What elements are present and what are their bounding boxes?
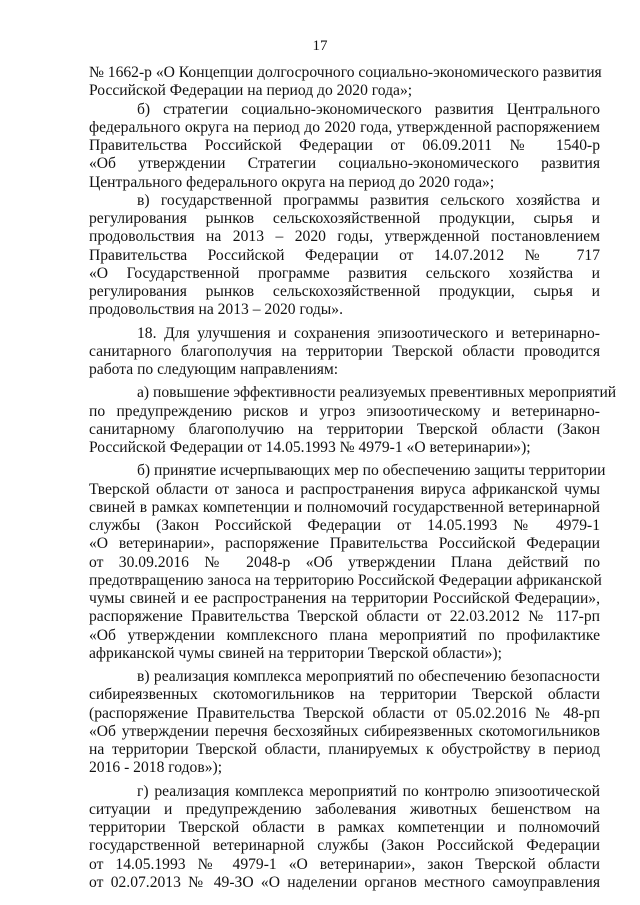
text-line: «Об утверждении комплексного плана мероприятий по профилактике bbox=[89, 626, 600, 644]
paragraph-p6 bbox=[89, 668, 600, 778]
text-line: Российской Федерации от 14.05.1993 № 4979-1 «О ветеринарии»); bbox=[89, 439, 531, 456]
text-line: б) принятие исчерпывающих мер по обеспечению защиты территории bbox=[137, 462, 606, 480]
text-line: на территории Тверской области, планируемых к обустройству в период bbox=[89, 741, 600, 758]
text-line: 2016 - 2018 годов»); bbox=[89, 759, 223, 777]
text-line: (распоряжение Правительства Тверской области от 05.02.2016 № 48-рп bbox=[89, 704, 600, 722]
text-line: работа по следующим направлениям: bbox=[89, 361, 339, 378]
paragraph-p5 bbox=[89, 462, 606, 663]
text-line: африканской чумы свиней на территории Тверской области»); bbox=[89, 644, 502, 662]
text-line: службы (Закон Российской Федерации от 14.05.1993 № 4979-1 bbox=[89, 517, 600, 534]
text-line: предотвращению заноса на территорию Российской Федерации африканской bbox=[89, 571, 602, 589]
page-number: 17 bbox=[312, 38, 328, 54]
text-line: продовольствия на 2013 – 2020 годы, утвержденной постановлением bbox=[89, 228, 600, 246]
text-line: регулирования рынков сельскохозяйственной продукции, сырья и bbox=[89, 210, 600, 227]
text-line: от 02.07.2013 № 49-ЗО «О наделении органов местного самоуправления bbox=[89, 873, 600, 891]
text-line: санитарному благополучию на территории Тверской области (Закон bbox=[89, 420, 600, 438]
paragraph-p7 bbox=[89, 783, 600, 893]
document-body bbox=[89, 64, 617, 892]
text-line: по предупреждению рисков и угроз эпизоотическому и ветеринарно- bbox=[89, 402, 600, 420]
paragraph-p0 bbox=[89, 64, 600, 101]
text-line: чумы свиней и ее распространения на территории Российской Федерации», bbox=[89, 590, 600, 607]
text-line: «Об утверждении Стратегии социально-экономического развития bbox=[89, 155, 600, 173]
paragraph-p1 bbox=[89, 101, 600, 192]
text-line: свиней в рамках компетенции и полномочий государственной ветеринарной bbox=[89, 498, 600, 516]
text-line: ситуации и предупреждению заболевания животных бешенством на bbox=[89, 800, 600, 818]
text-line: федерального округа на период до 2020 года, утвержденной распоряжением bbox=[89, 118, 600, 136]
paragraph-p2 bbox=[89, 192, 600, 320]
text-line: «Об утверждении перечня бесхозяйных сибиреязвенных скотомогильников bbox=[89, 722, 600, 740]
text-line: а) повышение эффективности реализуемых превентивных мероприятий bbox=[137, 384, 617, 402]
text-line: б) стратегии социально-экономического развития Центрального bbox=[137, 100, 600, 118]
text-line: № 1662-р «О Концепции долгосрочного социально-экономического развития bbox=[89, 64, 602, 81]
text-line: Правительства Российской Федерации от 06.09.2011 № 1540-р bbox=[89, 137, 600, 154]
text-line: санитарного благополучия на территории Тверской области проводится bbox=[89, 342, 600, 360]
text-line: продовольствия на 2013 – 2020 годы». bbox=[89, 301, 343, 319]
text-line: сибиреязвенных скотомогильников на территории Тверской области bbox=[89, 686, 600, 704]
text-line: в) реализация комплекса мероприятий по обеспечению безопасности bbox=[137, 668, 600, 685]
text-line: Центрального федерального округа на период до 2020 года»; bbox=[89, 173, 495, 191]
text-line: Российской Федерации на период до 2020 года»; bbox=[89, 82, 413, 100]
text-line: регулирования рынков сельскохозяйственной продукции, сырья и bbox=[89, 283, 600, 300]
paragraph-p3 bbox=[89, 325, 600, 380]
text-line: территории Тверской области в рамках компетенции и полномочий bbox=[89, 819, 600, 836]
text-line: «О Государственной программе развития сельского хозяйства и bbox=[89, 264, 600, 282]
text-line: в) государственной программы развития сельского хозяйства и bbox=[137, 191, 600, 209]
text-line: г) реализация комплекса мероприятий по контролю эпизоотической bbox=[137, 782, 600, 800]
text-line: распоряжение Правительства Тверской области от 22.03.2012 № 117-рп bbox=[89, 608, 600, 626]
text-line: Тверской области от заноса и распространения вируса африканской чумы bbox=[89, 480, 600, 498]
text-line: от 14.05.1993 № 4979-1 «О ветеринарии», закон Тверской области bbox=[89, 855, 600, 873]
text-line: «О ветеринарии», распоряжение Правительства Российской Федерации bbox=[89, 535, 600, 553]
text-line: Правительства Российской Федерации от 14.07.2012 № 717 bbox=[89, 246, 600, 264]
text-line: государственной ветеринарной службы (Закон Российской Федерации bbox=[89, 837, 600, 855]
text-line: 18. Для улучшения и сохранения эпизоотического и ветеринарно- bbox=[137, 324, 600, 342]
text-line: от 30.09.2016 № 2048-р «Об утверждении Плана действий по bbox=[89, 553, 600, 571]
paragraph-p4 bbox=[89, 384, 617, 457]
